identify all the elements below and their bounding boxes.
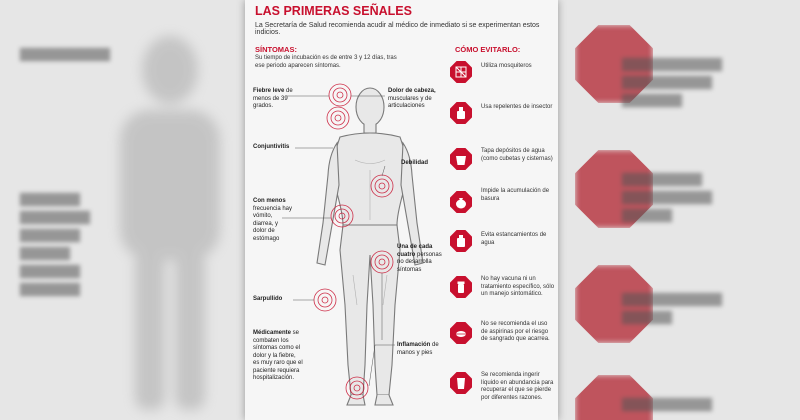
label-headache: Dolor de cabeza, musculares y de articulaciones (388, 88, 436, 109)
background-body (90, 30, 250, 410)
label-inflammation: Inflamación de manos y pies (397, 342, 439, 356)
label-medical: Médicamente se combaten los síntomas como el dolor y la fiebre, es muy raro que el paciente requiera hospitalización. (253, 330, 303, 381)
label-fewer: Con menos frecuencia hay vómito, diarrea, y dolor de estómago (253, 198, 293, 242)
prevention-item-5: Evita estancamientos de agua (481, 232, 547, 246)
prevention-item-8: Se recomienda ingerir líquido en abundancia para recuperar el que se pierde por diferentes razones. (481, 372, 554, 401)
background-text: ▇▇▇▇▇▇▇▇▇ (622, 396, 712, 411)
prevention-item-4: Impide la acumulación de basura (481, 188, 550, 202)
page-title: LAS PRIMERAS SEÑALES (255, 4, 412, 18)
background-text: ▇▇▇▇▇▇▇▇▇ (20, 46, 110, 61)
background-text: ▇▇▇▇▇▇ ▇▇▇▇▇▇▇ ▇▇▇▇▇▇ ▇▇▇▇▇ ▇▇▇▇▇▇ ▇▇▇▇▇▇ (20, 191, 90, 296)
label-weakness: Debilidad (401, 160, 429, 166)
prevention-item-2: Usa repelentes de insector (481, 104, 553, 110)
label-conjunctivitis: Conjuntivitis (253, 144, 290, 150)
infographic-panel (245, 0, 558, 420)
prevention-item-3: Tapa depósitos de agua (como cubetas y cisternas) (481, 148, 553, 162)
label-fever: Fiebre leve de menos de 39 grados. (253, 88, 293, 109)
symptoms-heading: SÍNTOMAS: (255, 45, 297, 54)
prevention-heading: CÓMO EVITARLO: (455, 45, 521, 54)
symptoms-intro: Su tiempo de incubación es de entre 3 y 12 días, tras ese periodo aparecen síntomas. (255, 55, 397, 69)
prevention-item-6: No hay vacuna ni un tratamiento específico, sólo un manejo sintomático. (481, 276, 555, 297)
prevention-item-7: No se recomienda el uso de aspirinas por el riesgo de sangrado que acarrea. (481, 321, 550, 342)
background-text: ▇▇▇▇▇▇▇▇ ▇▇▇▇▇▇▇▇▇ ▇▇▇▇▇ (622, 171, 712, 222)
background-text: ▇▇▇▇▇▇▇▇▇▇ ▇▇▇▇▇▇▇▇▇ ▇▇▇▇▇▇ (622, 56, 722, 107)
label-one-in-four: Una de cada cuatro personas no desarrolla síntomas (397, 244, 442, 273)
prevention-item-1: Utiliza mosquiteros (481, 63, 532, 69)
label-rash: Sarpullido (253, 296, 283, 302)
subtitle: La Secretaría de Salud recomienda acudir al médico de inmediato si se experimentan estos indicios. (255, 22, 540, 36)
background-text: ▇▇▇▇▇▇▇▇▇▇ ▇▇▇▇▇ (622, 291, 722, 324)
